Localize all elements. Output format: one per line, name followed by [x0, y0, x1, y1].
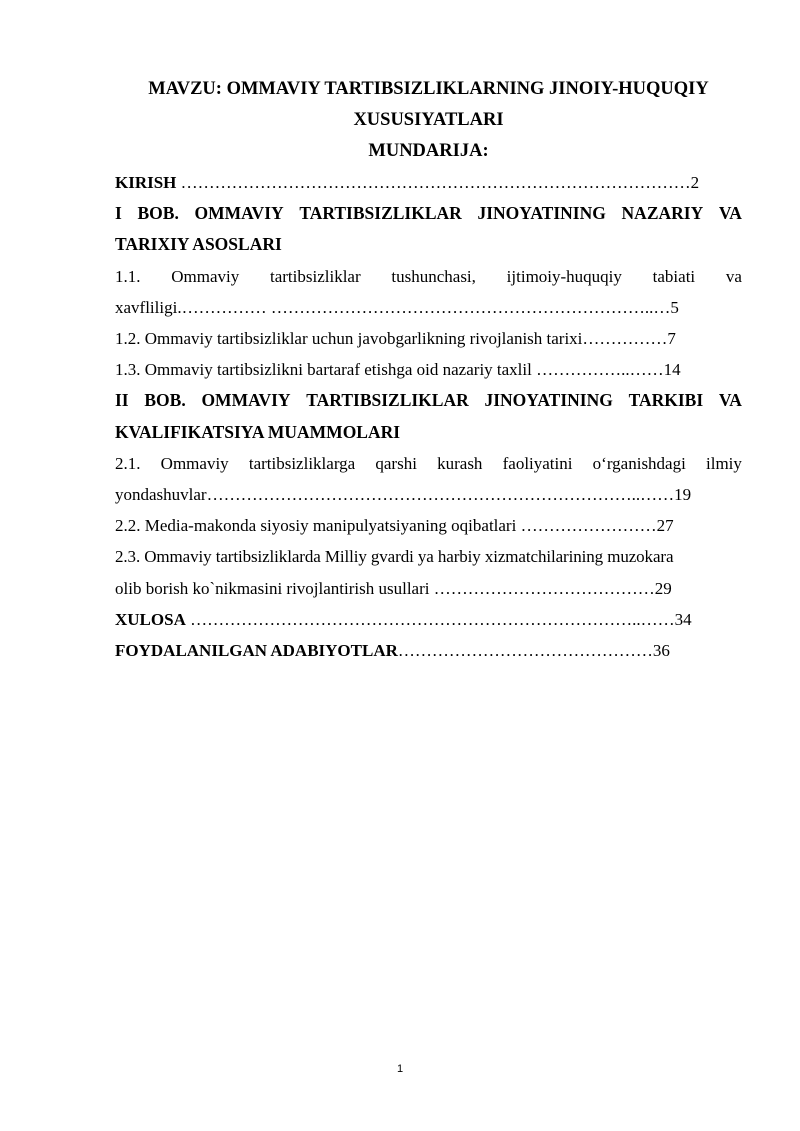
document-page — [115, 74, 742, 666]
toc-word: tushunchasi, — [391, 266, 476, 286]
toc-word: tartibsizliklarga — [248, 453, 356, 473]
toc-word: ijtimoiy-huquqiy — [506, 266, 622, 286]
toc-item-2-2: 2.2. Media-makonda siyosiy manipulyatsiyaning oqibatlari ……………………27 — [115, 516, 674, 536]
toc-word: JINOYATINING — [484, 390, 613, 411]
toc-word: I — [115, 203, 122, 224]
toc-word: VA — [718, 390, 742, 411]
toc-intro-label: KIRISH — [115, 173, 177, 192]
toc-word: kurash — [437, 453, 483, 473]
toc-word: 1.1. — [115, 266, 141, 286]
toc-word: TARTIBSIZLIKLAR — [306, 390, 469, 411]
document-title-line-1: MAVZU: OMMAVIY TARTIBSIZLIKLARNING JINOIY-HUQUQIY — [148, 79, 709, 99]
toc-word: Ommaviy — [160, 453, 229, 473]
toc-word: va — [725, 266, 742, 286]
toc-word: qarshi — [375, 453, 417, 473]
contents-heading: MUNDARIJA: — [368, 141, 489, 161]
toc-word: BOB. — [137, 203, 179, 224]
toc-conclusion-label: XULOSA — [115, 609, 186, 629]
toc-entry-intro — [115, 167, 742, 198]
toc-references-leader: ………………………………………36 — [397, 641, 670, 661]
toc-word: NAZARIY — [621, 203, 704, 224]
toc-entry-references — [115, 635, 742, 666]
toc-word: tabiati — [652, 266, 696, 286]
toc-item-2-1-line-2: yondashuvlar…………………………………………………………………..……19 — [115, 485, 692, 505]
toc-conclusion-leader: ……………………………………………………………………..……34 — [185, 609, 692, 629]
toc-chapter-2-line-2: KVALIFIKATSIYA MUAMMOLARI — [115, 421, 401, 442]
toc-word: TARTIBSIZLIKLAR — [299, 203, 462, 224]
toc-item-1-1-line-2: xavfliligi.…………… …………………………………………………………..…5 — [115, 297, 679, 317]
toc-word: BOB. — [144, 390, 186, 411]
toc-word: tartibsizliklar — [270, 266, 361, 286]
toc-item-1-1-line-1 — [115, 261, 742, 292]
toc-word: ilmiy — [706, 453, 742, 473]
toc-word: Ommaviy — [171, 266, 240, 286]
toc-item-2-1-line-1 — [115, 448, 742, 479]
document-title-line-2: XUSUSIYATLARI — [353, 110, 504, 130]
toc-word: OMMAVIY — [194, 203, 284, 224]
toc-item-1-2: 1.2. Ommaviy tartibsizliklar uchun javobgarlikning rivojlanish tarixi……………7 — [115, 329, 676, 349]
toc-word: OMMAVIY — [201, 390, 291, 411]
toc-chapter-1-line-2: TARIXIY ASOSLARI — [115, 234, 282, 255]
toc-item-2-3-line-1: 2.3. Ommaviy tartibsizliklarda Milliy gvardi ya harbiy xizmatchilarining muzokara — [115, 547, 674, 567]
toc-word: VA — [718, 203, 742, 224]
toc-word: JINOYATINING — [477, 203, 606, 224]
toc-chapter-1-line-1 — [115, 198, 742, 229]
toc-intro-leader: ………………………………………………………………………………2 — [176, 173, 700, 192]
toc-entry-conclusion — [115, 604, 742, 635]
toc-word: TARKIBI — [628, 390, 704, 411]
toc-chapter-2-line-1 — [115, 385, 742, 416]
toc-word: faoliyatini — [502, 453, 573, 473]
toc-references-label: FOYDALANILGAN ADABIYOTLAR — [115, 641, 398, 661]
toc-word: II — [115, 390, 129, 411]
toc-word: 2.1. — [115, 453, 141, 473]
toc-item-1-3: 1.3. Ommaviy tartibsizlikni bartaraf etishga oid nazariy taxlil ……………..……14 — [115, 360, 681, 380]
toc-word: o‘rganishdagi — [592, 453, 686, 473]
page-number: 1 — [396, 1063, 404, 1075]
toc-item-2-3-line-2: olib borish ko`nikmasini rivojlantirish usullari …………………………………29 — [115, 578, 672, 598]
